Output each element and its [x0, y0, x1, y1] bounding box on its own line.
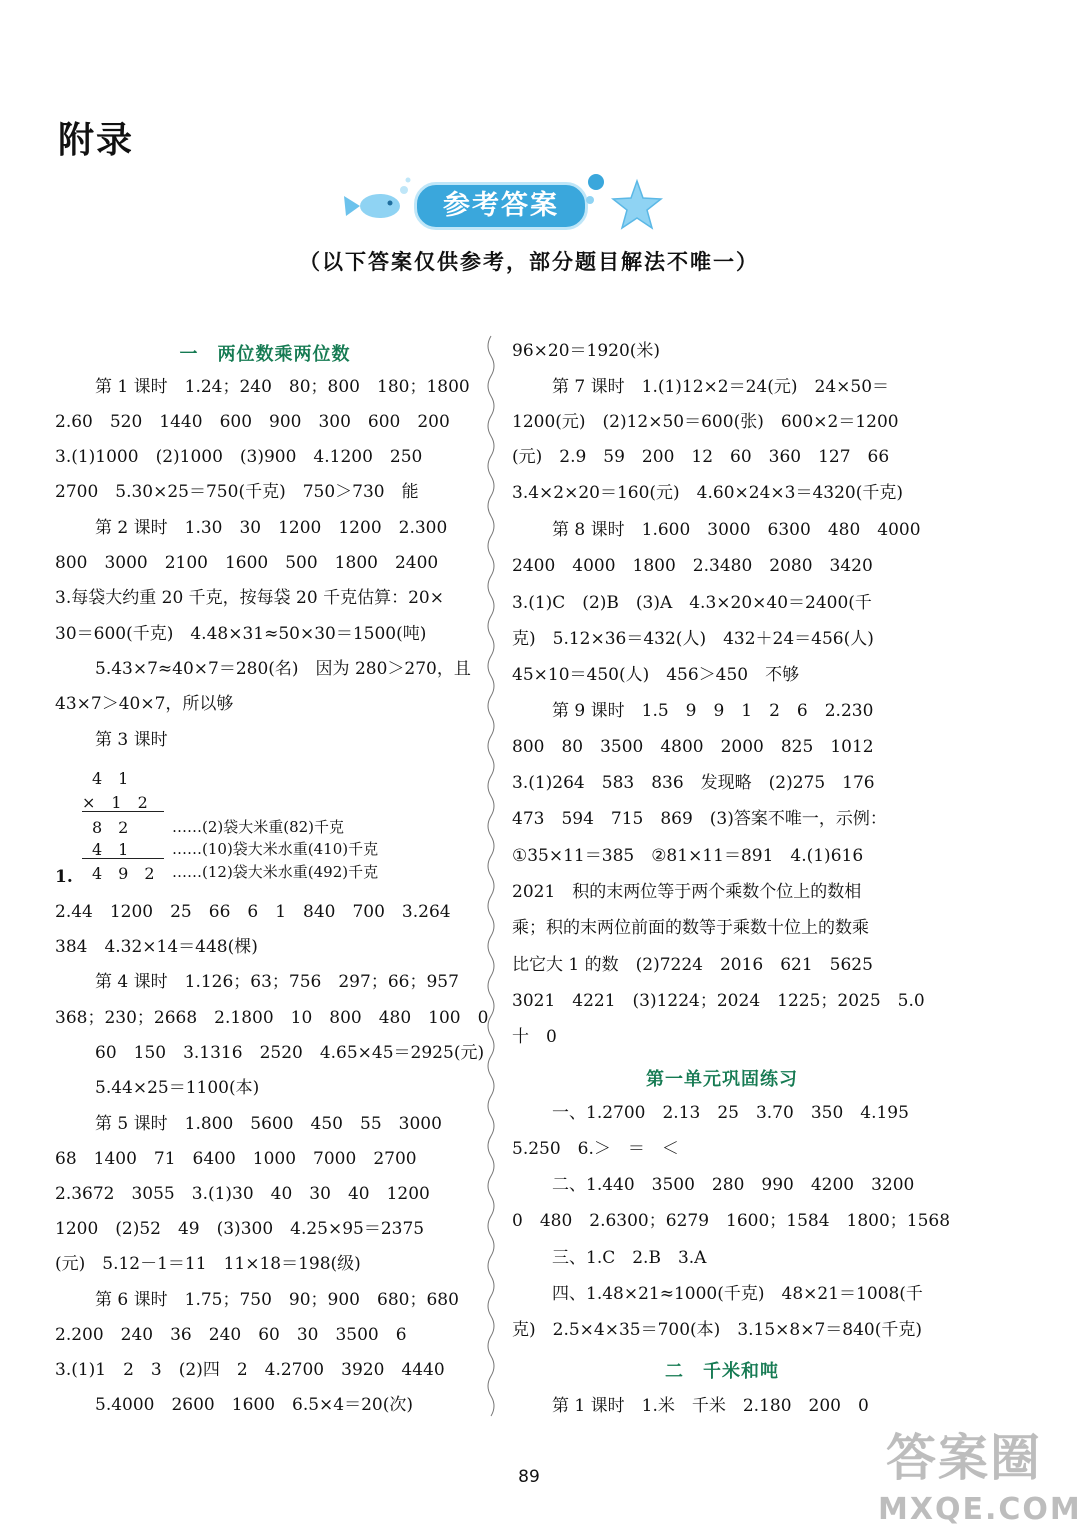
section-title: 二 千米和吨 [665, 1361, 779, 1382]
subtitle: （以下答案仅供参考，部分题目解法不唯一） [299, 249, 759, 274]
answer-line: 60 150 3.1316 2520 4.65×45＝2925(元) [95, 1043, 485, 1063]
answer-line: 第 9 课时 1.5 9 9 1 2 6 2.230 [552, 701, 874, 721]
answer-line: 一、1.2700 2.13 25 3.70 350 4.195 [552, 1103, 909, 1123]
section-title: 一 两位数乘两位数 [179, 344, 351, 365]
answer-line: 800 3000 2100 1600 500 1800 2400 [55, 553, 439, 573]
answer-line: 第 2 课时 1.30 30 1200 1200 2.300 [95, 518, 448, 538]
answer-line: 3.每袋大约重 20 千克，按每袋 20 千克估算：20× [55, 588, 444, 608]
answer-line: 5.44×25＝1100(本) [95, 1078, 260, 1098]
answer-line: 5.4000 2600 1600 6.5×4＝20(次) [95, 1395, 414, 1415]
starfish-icon [610, 178, 664, 232]
answer-line: 比它大 1 的数 (2)7224 2016 621 5625 [512, 955, 873, 975]
answer-line: 3.(1)1000 (2)1000 (3)900 4.1200 250 [55, 447, 423, 467]
answer-line: 2.44 1200 25 66 6 1 840 700 3.264 [55, 902, 451, 922]
column-divider [481, 336, 501, 1416]
answer-line: 三、1.C 2.B 3.A [552, 1248, 707, 1268]
answer-line: 第 1 课时 1.米 千米 2.180 200 0 [552, 1396, 869, 1416]
answer-line: 3.(1)C (2)B (3)A 4.3×20×40＝2400(千 [512, 593, 872, 613]
answer-line: (元) 5.12－1＝11 11×18＝198(级) [55, 1254, 361, 1274]
answer-line: 乘；积的末两位前面的数等于乘数十位上的数乘 [512, 918, 869, 938]
answer-line: 0 480 2.6300；6279 1600；1584 1800；1568 [512, 1211, 951, 1231]
answer-line: 二、1.440 3500 280 990 4200 3200 [552, 1175, 915, 1195]
answer-line: ①35×11＝385 ②81×11＝891 4.(1)616 [512, 846, 864, 866]
answer-line: 2.200 240 36 240 60 30 3500 6 [55, 1325, 407, 1345]
answer-line: 第 1 课时 1.24；240 80；800 180；1800 [95, 377, 470, 397]
lesson-label: 第 3 课时 [95, 730, 168, 750]
answer-line: 第 7 课时 1.(1)12×2＝24(元) 24×50＝ [552, 377, 890, 397]
bubbles-icon [584, 168, 608, 208]
answer-line: (元) 2.9 59 200 12 60 360 127 66 [512, 447, 890, 467]
answer-line: 384 4.32×14＝448(棵) [55, 937, 258, 957]
answer-line: 473 594 715 869 (3)答案不唯一，示例： [512, 809, 887, 829]
answer-line: 第 5 课时 1.800 5600 450 55 3000 [95, 1114, 442, 1134]
answer-line: 5.43×7≈40×7＝280(名) 因为 280＞270，且 [95, 659, 471, 679]
answer-line: 1200 (2)52 49 (3)300 4.25×95＝2375 [55, 1219, 425, 1239]
answer-line: 2021 积的末两位等于两个乘数个位上的数相 [512, 882, 862, 902]
fish-icon [338, 176, 414, 232]
watermark [868, 1418, 1082, 1530]
answer-line: 800 80 3500 4800 2000 825 1012 [512, 737, 874, 757]
answer-line: 克) 5.12×36＝432(人) 432＋24＝456(人) [512, 629, 874, 649]
page-title: 附录 [58, 120, 135, 161]
watermark-top: 答案圈 [886, 1429, 1042, 1487]
vm-row: × 1 2 [82, 793, 148, 812]
answer-line: 1200(元) (2)12×50＝600(张) 600×2＝1200 [512, 412, 899, 432]
answer-line: 3021 4221 (3)1224；2024 1225；2025 5.0 [512, 991, 925, 1011]
answer-line: 十 0 [512, 1027, 557, 1047]
answer-line: 2.60 520 1440 600 900 300 600 200 [55, 412, 450, 432]
answer-line: 2400 4000 1800 2.3480 2080 3420 [512, 556, 873, 576]
vm-note: ……(12)袋大米水重(492)千克 [172, 863, 379, 881]
answer-line: 368；230；2668 2.1800 10 800 480 100 0 [55, 1008, 489, 1028]
answer-line: 3.4×2×20＝160(元) 4.60×24×3＝4320(千克) [512, 483, 903, 503]
answer-line: 96×20＝1920(米) [512, 341, 661, 361]
answer-line: 第 8 课时 1.600 3000 6300 480 4000 [552, 520, 921, 540]
watermark-bottom: MXQE.COM [878, 1492, 1082, 1527]
vm-row: 4 1 [92, 769, 129, 788]
vm-rule [82, 811, 164, 812]
vm-rule [82, 858, 164, 859]
answer-line: 第 4 课时 1.126；63；756 297；66；957 [95, 972, 459, 992]
answer-line: 3.(1)1 2 3 (2)四 2 4.2700 3920 4440 [55, 1360, 445, 1380]
answer-line: 5.250 6.＞ ＝ ＜ [512, 1139, 679, 1159]
answer-line: 45×10＝450(人) 456＞450 不够 [512, 665, 800, 685]
page-number: 89 [518, 1467, 540, 1487]
answer-line: 30＝600(千克) 4.48×31≈50×30＝1500(吨) [55, 624, 427, 644]
answer-line: 3.(1)264 583 836 发现略 (2)275 176 [512, 773, 875, 793]
section-title: 第一单元巩固练习 [646, 1069, 798, 1090]
answer-line: 2700 5.30×25＝750(千克) 750＞730 能 [55, 482, 419, 502]
answer-line: 43×7＞40×7，所以够 [55, 694, 234, 714]
answer-line: 四、1.48×21≈1000(千克) 48×21＝1008(千 [552, 1284, 923, 1304]
banner-title: 参考答案 [414, 182, 588, 230]
vm-row: 4 9 2 [92, 864, 155, 883]
answer-line: 克) 2.5×4×35＝700(本) 3.15×8×7＝840(千克) [512, 1320, 923, 1340]
answer-line: 68 1400 71 6400 1000 7000 2700 [55, 1149, 417, 1169]
question-number: 1. [55, 867, 73, 887]
vm-note: ……(10)袋大米水重(410)千克 [172, 840, 379, 858]
answer-banner [338, 168, 668, 240]
answer-line: 2.3672 3055 3.(1)30 40 30 40 1200 [55, 1184, 430, 1204]
vm-row: 8 2 [92, 818, 129, 837]
vm-note: ……(2)袋大米重(82)千克 [172, 818, 345, 836]
vm-row: 4 1 [92, 840, 129, 859]
answer-line: 第 6 课时 1.75；750 90；900 680；680 [95, 1290, 459, 1310]
